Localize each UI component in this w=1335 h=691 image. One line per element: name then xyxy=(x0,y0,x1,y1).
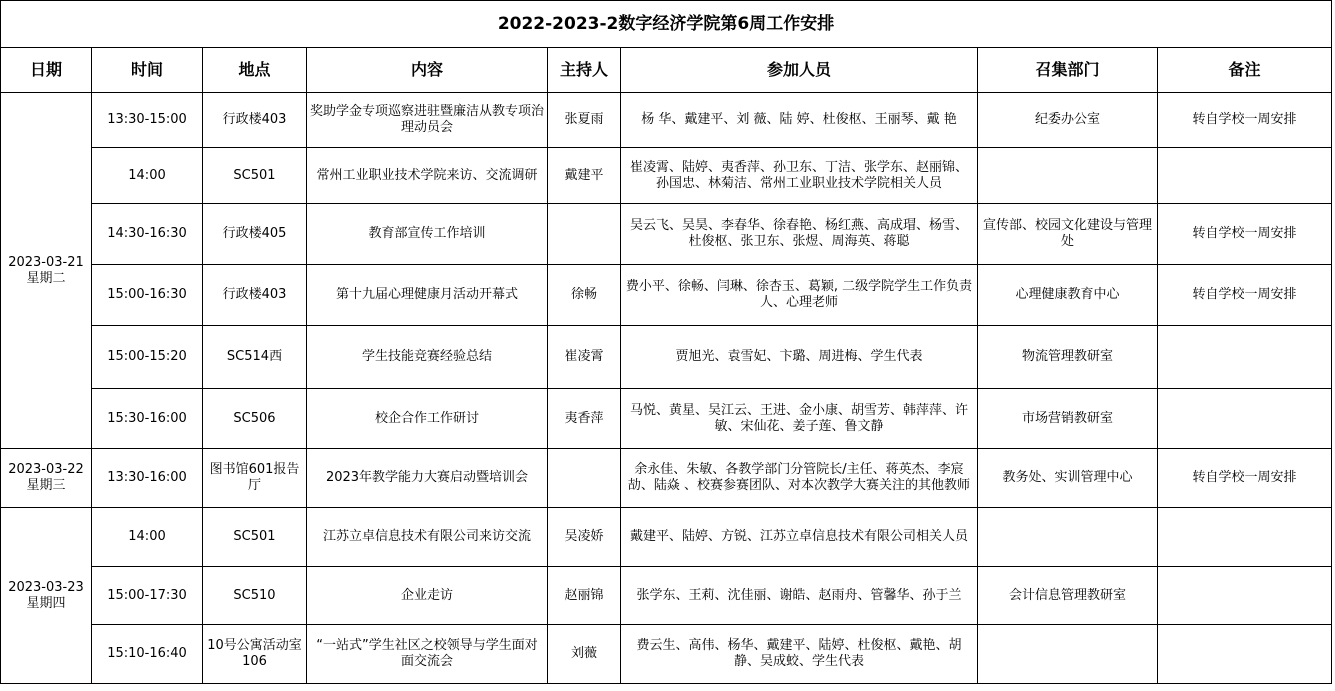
table-row xyxy=(1,326,1332,389)
date-cell xyxy=(1,93,92,449)
host-cell xyxy=(548,449,621,508)
table-row xyxy=(1,93,1332,148)
place-cell: 10号公寓活动室106 xyxy=(203,625,307,684)
place-cell: SC510 xyxy=(203,567,307,625)
participants-cell: 马悦、黄星、吴江云、王进、金小康、胡雪芳、韩萍萍、许敏、宋仙花、姜子莲、鲁文静 xyxy=(621,389,978,449)
table-row xyxy=(1,148,1332,204)
content-cell: “一站式”学生社区之校领导与学生面对面交流会 xyxy=(307,625,548,684)
time-cell: 13:30-16:00 xyxy=(92,449,203,508)
weekday-text: 星期二 xyxy=(26,270,66,286)
content-cell: 学生技能竞赛经验总结 xyxy=(307,326,548,389)
table-row xyxy=(1,567,1332,625)
participants-cell: 戴建平、陆婷、方锐、江苏立卓信息技术有限公司相关人员 xyxy=(621,508,978,567)
place-cell: SC501 xyxy=(203,148,307,204)
table-row xyxy=(1,204,1332,265)
header-host: 主持人 xyxy=(548,48,621,93)
date-text: 2023-03-21 xyxy=(8,254,84,270)
note-cell xyxy=(1158,389,1332,449)
dept-cell: 纪委办公室 xyxy=(978,93,1158,148)
time-cell: 14:00 xyxy=(92,148,203,204)
dept-cell: 市场营销教研室 xyxy=(978,389,1158,449)
content-cell: 教育部宣传工作培训 xyxy=(307,204,548,265)
host-cell: 刘薇 xyxy=(548,625,621,684)
time-cell: 14:30-16:30 xyxy=(92,204,203,265)
dept-cell: 教务处、实训管理中心 xyxy=(978,449,1158,508)
table-row xyxy=(1,449,1332,508)
place-cell: 图书馆601报告厅 xyxy=(203,449,307,508)
content-cell: 江苏立卓信息技术有限公司来访交流 xyxy=(307,508,548,567)
host-cell xyxy=(548,204,621,265)
content-cell: 常州工业职业技术学院来访、交流调研 xyxy=(307,148,548,204)
participants-cell: 费小平、徐畅、闫琳、徐杏玉、葛颖, 二级学院学生工作负责人、心理老师 xyxy=(621,265,978,326)
host-cell: 戴建平 xyxy=(548,148,621,204)
time-cell: 15:00-15:20 xyxy=(92,326,203,389)
participants-cell: 崔凌霄、陆婷、夷香萍、孙卫东、丁洁、张学东、赵丽锦、孙国忠、林菊洁、常州工业职业技术学院相关人员 xyxy=(621,148,978,204)
content-cell: 第十九届心理健康月活动开幕式 xyxy=(307,265,548,326)
note-cell xyxy=(1158,148,1332,204)
participants-cell: 贾旭光、袁雪妃、卞璐、周进梅、学生代表 xyxy=(621,326,978,389)
time-cell: 15:00-17:30 xyxy=(92,567,203,625)
dept-cell: 宣传部、校园文化建设与管理处 xyxy=(978,204,1158,265)
header-content: 内容 xyxy=(307,48,548,93)
header-note: 备注 xyxy=(1158,48,1332,93)
weekday-text: 星期三 xyxy=(26,478,66,493)
date-cell xyxy=(1,449,92,508)
note-cell: 转自学校一周安排 xyxy=(1158,93,1332,148)
time-cell: 14:00 xyxy=(92,508,203,567)
table-row xyxy=(1,625,1332,684)
header-place: 地点 xyxy=(203,48,307,93)
place-cell: SC514西 xyxy=(203,326,307,389)
note-cell xyxy=(1158,326,1332,389)
host-cell: 张夏雨 xyxy=(548,93,621,148)
note-cell xyxy=(1158,567,1332,625)
time-cell: 15:00-16:30 xyxy=(92,265,203,326)
participants-cell: 费云生、高伟、杨华、戴建平、陆婷、杜俊枢、戴艳、胡静、吴成蛟、学生代表 xyxy=(621,625,978,684)
place-cell: 行政楼403 xyxy=(203,93,307,148)
time-cell: 15:30-16:00 xyxy=(92,389,203,449)
dept-cell xyxy=(978,625,1158,684)
place-cell: 行政楼403 xyxy=(203,265,307,326)
participants-cell: 吴云飞、吴昊、李春华、徐春艳、杨红燕、高成瑁、杨雪、杜俊枢、张卫东、张煜、周海英、蒋聪 xyxy=(621,204,978,265)
dept-cell xyxy=(978,148,1158,204)
header-dept: 召集部门 xyxy=(978,48,1158,93)
time-cell: 13:30-15:00 xyxy=(92,93,203,148)
participants-cell: 张学东、王莉、沈佳丽、谢皓、赵雨舟、管馨华、孙于兰 xyxy=(621,567,978,625)
dept-cell: 会计信息管理教研室 xyxy=(978,567,1158,625)
content-cell: 2023年教学能力大赛启动暨培训会 xyxy=(307,449,548,508)
header-participants: 参加人员 xyxy=(621,48,978,93)
host-cell: 夷香萍 xyxy=(548,389,621,449)
host-cell: 吴凌娇 xyxy=(548,508,621,567)
content-cell: 校企合作工作研讨 xyxy=(307,389,548,449)
dept-cell xyxy=(978,508,1158,567)
host-cell: 徐畅 xyxy=(548,265,621,326)
participants-cell: 余永佳、朱敏、各教学部门分管院长/主任、蒋英杰、李宸劼、陆焱 、校赛参赛团队、对本次教学大赛关注的其他教师 xyxy=(621,449,978,508)
content-cell: 企业走访 xyxy=(307,567,548,625)
note-cell xyxy=(1158,625,1332,684)
table-row xyxy=(1,508,1332,567)
weekday-text: 星期四 xyxy=(26,595,66,611)
header-date: 日期 xyxy=(1,48,92,93)
note-cell: 转自学校一周安排 xyxy=(1158,449,1332,508)
place-cell: SC501 xyxy=(203,508,307,567)
note-cell: 转自学校一周安排 xyxy=(1158,265,1332,326)
date-text: 2023-03-23 xyxy=(8,579,84,595)
host-cell: 崔凌霄 xyxy=(548,326,621,389)
place-cell: 行政楼405 xyxy=(203,204,307,265)
dept-cell: 物流管理教研室 xyxy=(978,326,1158,389)
header-time: 时间 xyxy=(92,48,203,93)
place-cell: SC506 xyxy=(203,389,307,449)
table-row xyxy=(1,265,1332,326)
host-cell: 赵丽锦 xyxy=(548,567,621,625)
participants-cell: 杨 华、戴建平、刘 薇、陆 婷、杜俊枢、王丽琴、戴 艳 xyxy=(621,93,978,148)
date-text: 2023-03-22 xyxy=(8,462,84,477)
table-row xyxy=(1,389,1332,449)
note-cell: 转自学校一周安排 xyxy=(1158,204,1332,265)
content-cell: 奖助学金专项巡察进驻暨廉洁从教专项治理动员会 xyxy=(307,93,548,148)
date-cell xyxy=(1,508,92,684)
time-cell: 15:10-16:40 xyxy=(92,625,203,684)
dept-cell: 心理健康教育中心 xyxy=(978,265,1158,326)
note-cell xyxy=(1158,508,1332,567)
page-title: 2022-2023-2数字经济学院第6周工作安排 xyxy=(1,1,1332,48)
